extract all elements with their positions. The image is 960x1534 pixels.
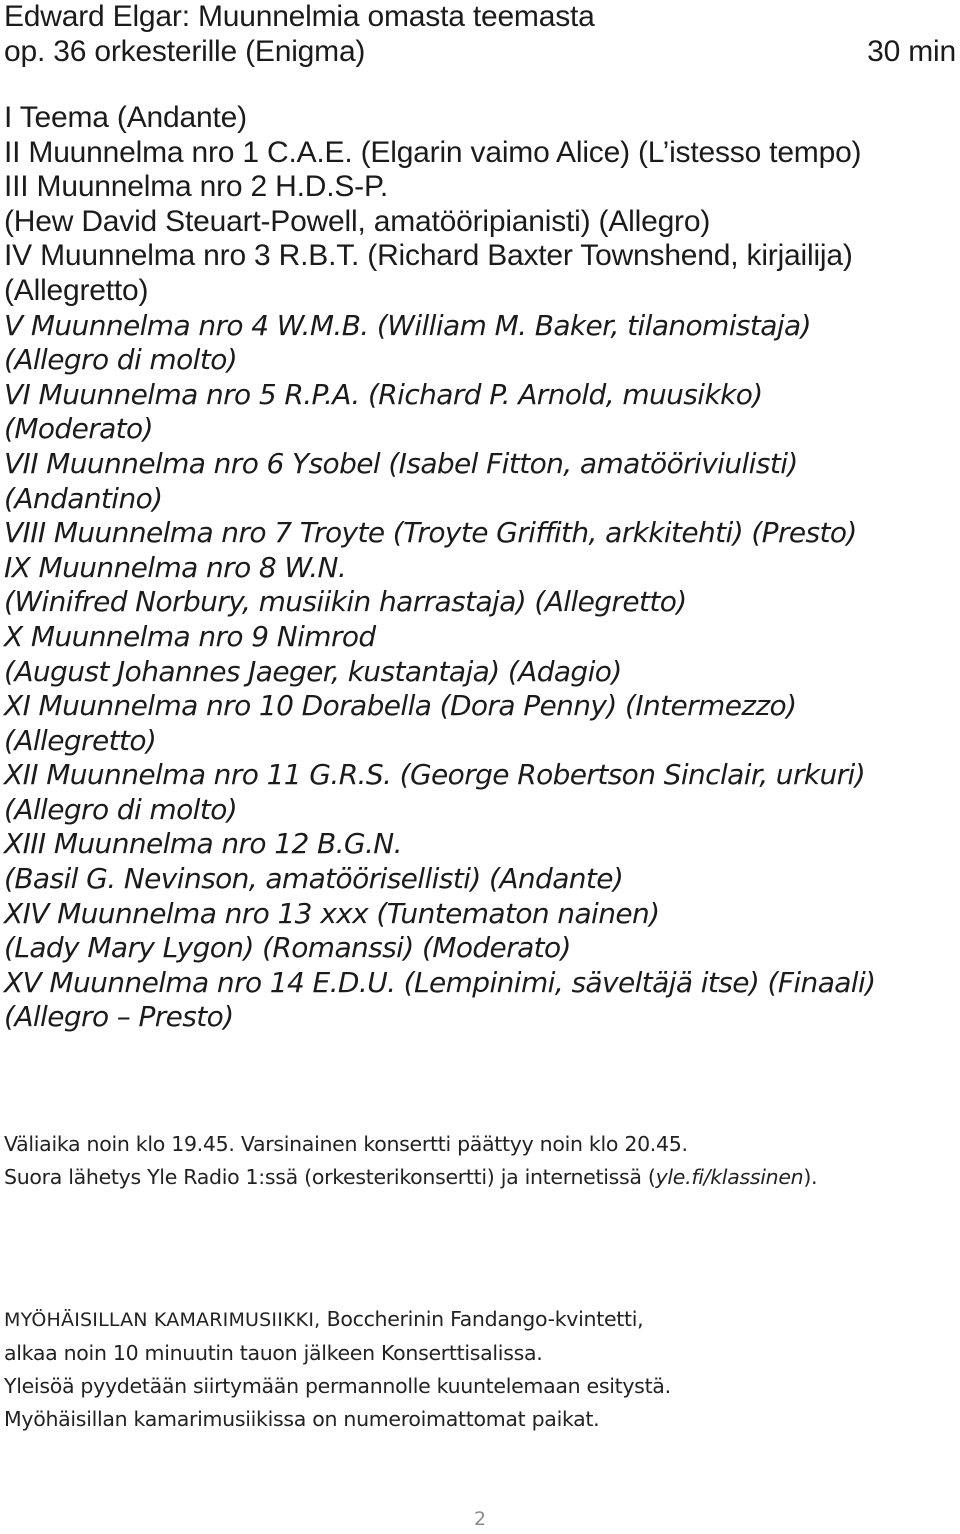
intermission-note: Väliaika noin klo 19.45. Varsinainen konsertti päättyy noin klo 20.45. — [4, 1132, 688, 1156]
movement-line: XII Muunnelma nro 11 G.R.S. (George Robertson Sinclair, urkuri) — [4, 758, 866, 792]
broadcast-link[interactable]: yle.fi/klassinen — [655, 1165, 804, 1189]
movement-line: II Muunnelma nro 1 C.A.E. (Elgarin vaimo Alice) (L’istesso tempo) — [4, 135, 862, 169]
movement-line: (Hew David Steuart-Powell, amatööripianisti) (Allegro) — [4, 204, 711, 238]
movement-line: (Basil G. Nevinson, amatöörisellisti) (Andante) — [4, 862, 624, 896]
movement-line: XIII Muunnelma nro 12 B.G.N. — [4, 827, 402, 861]
movement-line: I Teema (Andante) — [4, 101, 247, 134]
movement-line: IX Muunnelma nro 8 W.N. — [4, 550, 347, 584]
encore-line-2: alkaa noin 10 minuutin tauon jälkeen Konserttisalissa. — [4, 1341, 543, 1365]
work-header — [4, 0, 956, 69]
encore-work: Boccherinin Fandango-kvintetti, — [320, 1307, 644, 1331]
concert-info — [4, 1128, 956, 1194]
late-night-chamber-music — [4, 1303, 956, 1436]
movement-line: (Winifred Norbury, musiikin harrastaja) (Allegretto) — [4, 585, 687, 619]
encore-line-1 — [4, 1303, 956, 1337]
movement-line: III Muunnelma nro 2 H.D.S-P. — [4, 170, 389, 204]
broadcast-note — [4, 1161, 956, 1194]
movement-line: (August Johannes Jaeger, kustantaja) (Adagio) — [4, 654, 622, 688]
movement-line: XV Muunnelma nro 14 E.D.U. (Lempinimi, säveltäjä itse) (Finaali) — [4, 965, 876, 999]
movement-line: IV Muunnelma nro 3 R.B.T. (Richard Baxter Townshend, kirjailija) — [4, 239, 853, 273]
movement-line: (Allegro – Presto) — [4, 1000, 234, 1034]
movement-line: (Lady Mary Lygon) (Romanssi) (Moderato) — [4, 931, 571, 965]
encore-heading: MYÖHÄISILLAN KAMARIMUSIIKKI, — [4, 1309, 321, 1331]
movement-line: (Andantino) — [4, 481, 163, 515]
broadcast-suffix: ). — [803, 1165, 818, 1189]
movement-line: X Muunnelma nro 9 Nimrod — [4, 619, 376, 653]
movement-line: VII Muunnelma nro 6 Ysobel (Isabel Fitton, amatööriviulisti) — [4, 446, 798, 480]
work-duration: 30 min — [867, 34, 956, 68]
page-number: 2 — [473, 1508, 487, 1530]
work-title-line-2: op. 36 orkesterille (Enigma) — [4, 34, 366, 68]
movement-line: (Allegro di molto) — [4, 343, 238, 377]
broadcast-text: Suora lähetys Yle Radio 1:ssä (orkesterikonsertti) ja internetissä ( — [4, 1165, 656, 1189]
encore-line-4: Myöhäisillan kamarimusiikissa on numeroimattomat paikat. — [4, 1407, 600, 1431]
encore-line-3: Yleisöä pyydetään siirtymään permannolle kuuntelemaan esitystä. — [4, 1374, 671, 1398]
movement-line: (Allegretto) — [4, 273, 149, 307]
movement-list — [4, 101, 956, 1035]
movement-line: (Allegretto) — [4, 723, 157, 757]
movement-line: XI Muunnelma nro 10 Dorabella (Dora Penny) (Intermezzo) — [4, 689, 797, 723]
movement-line: (Allegro di molto) — [4, 792, 238, 826]
movement-line: XIV Muunnelma nro 13 xxx (Tuntematon nainen) — [4, 896, 660, 930]
movement-line: VI Muunnelma nro 5 R.P.A. (Richard P. Arnold, muusikko) — [4, 377, 763, 411]
movement-line: VIII Muunnelma nro 7 Troyte (Troyte Griffith, arkkitehti) (Presto) — [4, 516, 857, 550]
movement-line: (Moderato) — [4, 412, 153, 446]
movement-line: V Muunnelma nro 4 W.M.B. (William M. Baker, tilanomistaja) — [4, 308, 811, 342]
work-title-line-1: Edward Elgar: Muunnelmia omasta teemasta — [4, 0, 595, 33]
